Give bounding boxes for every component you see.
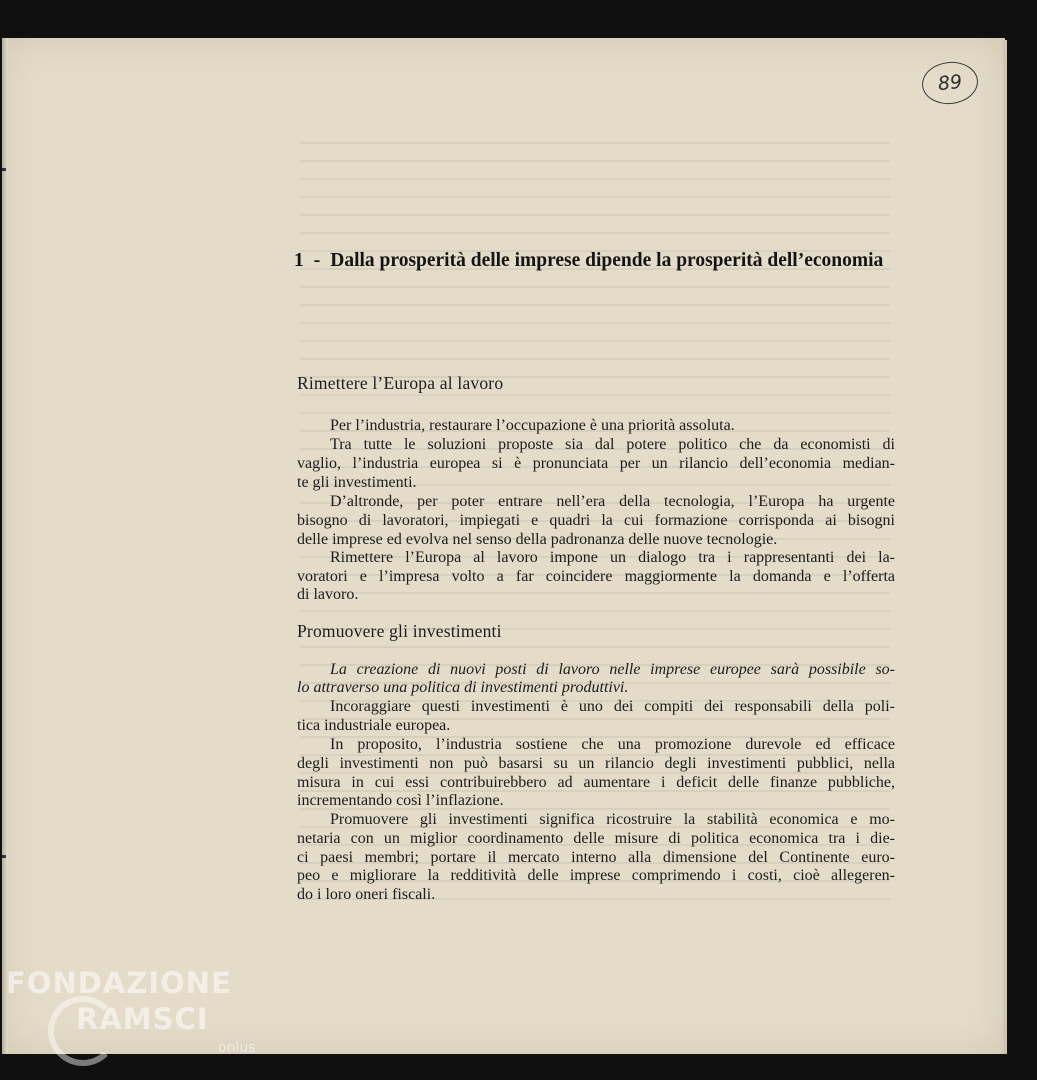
- paragraph-line: vaglio, l’industria europea si è pronunciata per un rilancio dell’economia median-: [297, 455, 895, 472]
- paragraph-line: delle imprese ed evolva nel senso della padronanza delle nuove tecnologie.: [297, 531, 778, 548]
- margin-mark: [2, 855, 6, 858]
- fondazione-gramsci-watermark: [6, 966, 256, 1066]
- paragraph-line: degli investimenti non può basarsi su un rilancio degli investimenti pubblici, nella: [297, 755, 895, 772]
- page-edge: [1003, 40, 1007, 1054]
- paragraph-line: incrementando così l’inflazione.: [297, 792, 504, 809]
- chapter-separator: -: [313, 250, 321, 271]
- paragraph-line: misura in cui essi contribuirebbero ad aumentare i deficit delle finanze pubbliche,: [297, 774, 895, 791]
- paragraph-line: Per l’industria, restaurare l’occupazione è una priorità assoluta.: [330, 417, 735, 434]
- watermark-suffix: onlus: [218, 1040, 256, 1056]
- paragraph-line: Promuovere gli investimenti significa ricostruire la stabilità economica e mo-: [330, 811, 895, 828]
- paragraph-line: di lavoro.: [297, 586, 359, 603]
- paragraph-line: te gli investimenti.: [297, 474, 417, 491]
- paragraph-line: Tra tutte le soluzioni proposte sia dal potere politico che da economisti di: [330, 436, 895, 453]
- page-number-stamp: 89: [920, 59, 980, 107]
- paragraph-line: do i loro oneri fiscali.: [297, 886, 436, 903]
- paragraph-line: ci paesi membri; portare il mercato interno alla dimensione del Continente euro-: [297, 849, 895, 866]
- paragraph-line: Incoraggiare questi investimenti è uno dei compiti dei responsabili della poli-: [330, 698, 895, 715]
- margin-mark: [2, 168, 6, 171]
- paragraph-line: bisogno di lavoratori, impiegati e quadri la cui formazione corrisponda ai bisogni: [297, 512, 895, 529]
- paragraph-line: peo e migliorare la redditività delle imprese comprimendo i costi, cioè allegeren-: [297, 867, 895, 884]
- section-title: Rimettere l’Europa al lavoro: [297, 373, 504, 393]
- paragraph-line: netaria con un miglior coordinamento delle misure di politica economica tra i die-: [297, 830, 895, 847]
- section-title: Promuovere gli investimenti: [297, 621, 502, 641]
- chapter-heading: [294, 250, 904, 272]
- binding-gutter: [2, 38, 8, 1054]
- paragraph-line: La creazione di nuovi posti di lavoro nelle imprese europee sarà possibile so-: [330, 661, 895, 678]
- paragraph-line: lo attraverso una politica di investimenti produttivi.: [297, 679, 629, 696]
- chapter-title: Dalla prosperità delle imprese dipende la prosperità dell’economia: [330, 250, 884, 271]
- paragraph-line: D’altronde, per poter entrare nell’era della tecnologia, l’Europa ha urgente: [330, 493, 895, 510]
- chapter-number: 1: [294, 250, 304, 271]
- paragraph-line: tica industriale europea.: [297, 717, 451, 734]
- paragraph-line: voratori e l’impresa volto a far coincidere maggiormente la domanda e l’offerta: [297, 568, 895, 585]
- watermark-line1: FONDAZIONE: [6, 966, 232, 1000]
- watermark-line2: RAMSCI: [76, 1002, 209, 1036]
- paragraph-line: Rimettere l’Europa al lavoro impone un dialogo tra i rappresentanti dei la-: [330, 549, 895, 566]
- paragraph-line: In proposito, l’industria sostiene che una promozione durevole ed efficace: [330, 736, 895, 753]
